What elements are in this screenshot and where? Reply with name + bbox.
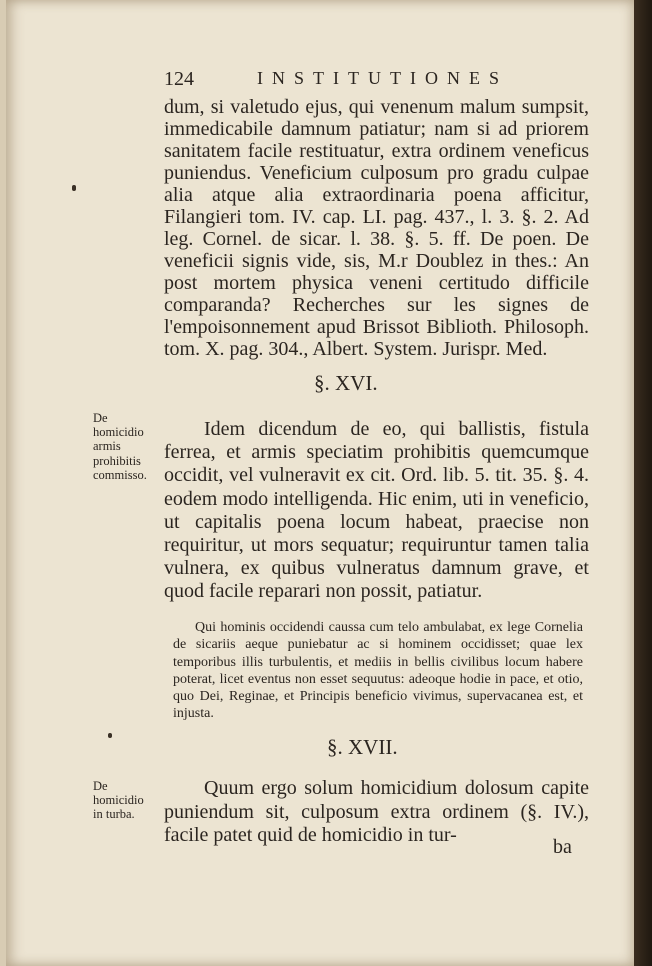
catchword: ba <box>553 836 572 858</box>
page-number: 124 <box>164 68 194 90</box>
section-16-footnote <box>173 619 583 723</box>
margin-note-16: De homicidio armis prohibitis commisso. <box>93 411 147 482</box>
section-heading-16: §. XVI. <box>314 371 378 395</box>
section-16-text: Idem dicendum de eo, qui ballistis, fistula ferrea, et armis speciatim prohibitis quemcumque occidit, vel vulneravit ex cit. Ord. lib. 5. tit. 35. §. 4. eodem modo intelligenda. Hic enim, uti in veneficio, ut capitalis poena locum habeat, praecise non requiritur, ut mors sequatur; requiruntur tamen talia vulnera, ex quibus vulneratus damnum grave, et quod facile reparari non possit, patiatur. <box>164 418 589 603</box>
section-17-body <box>164 777 589 848</box>
section-17-text: Quum ergo solum homicidium dolosum capite puniendum sit, culposum extra ordinem (§. IV.), facile patet quid de homicidio in tur- <box>164 777 589 846</box>
footnote-text: Qui hominis occidendi caussa cum telo ambulabat, ex lege Cornelia de sicariis aeque puniebatur ac si hominem occidisset; quae lex temporibus illis turbulentis, et mediis in bellis civilibus locum habere poterat, licet eventus non esset sequutus: adeoque hodie in pace, et otio, quo Dei, Reginae, et Principis beneficio vivimus, supervacanea est, et injusta. <box>173 620 583 722</box>
ink-spot <box>108 733 112 738</box>
book-spine-shadow <box>634 0 652 966</box>
margin-note-17: De homicidio in turba. <box>93 779 144 822</box>
section-16-body <box>164 418 589 604</box>
running-title: INSTITUTIONES <box>257 68 508 88</box>
paragraph-text: dum, si valetudo ejus, qui venenum malum sumpsit, immedicabile damnum patiatur; nam si ad priorem sanitatem facile restituatur, extra ordinem veneficus puniendus. Veneficium culposum pro gradu culpae alia atque alia extraordinaria poena afficitur, Filangieri tom. IV. cap. LI. pag. 437., l. 3. §. 2. Ad leg. Cornel. de sicar. l. 38. §. 5. ff. De poen. De veneficii signis vide, sis, M.r Doublez in thes.: An post mortem physica veneni certitudo difficile comparanda? Recherches sur les signes de l'empoisonnement apud Brissot Biblioth. Philosoph. tom. X. pag. 304., Albert. System. Jurispr. Med. <box>164 96 589 360</box>
ink-spot <box>72 185 76 191</box>
section-heading-17: §. XVII. <box>327 735 398 759</box>
paragraph-continuation <box>164 96 589 360</box>
